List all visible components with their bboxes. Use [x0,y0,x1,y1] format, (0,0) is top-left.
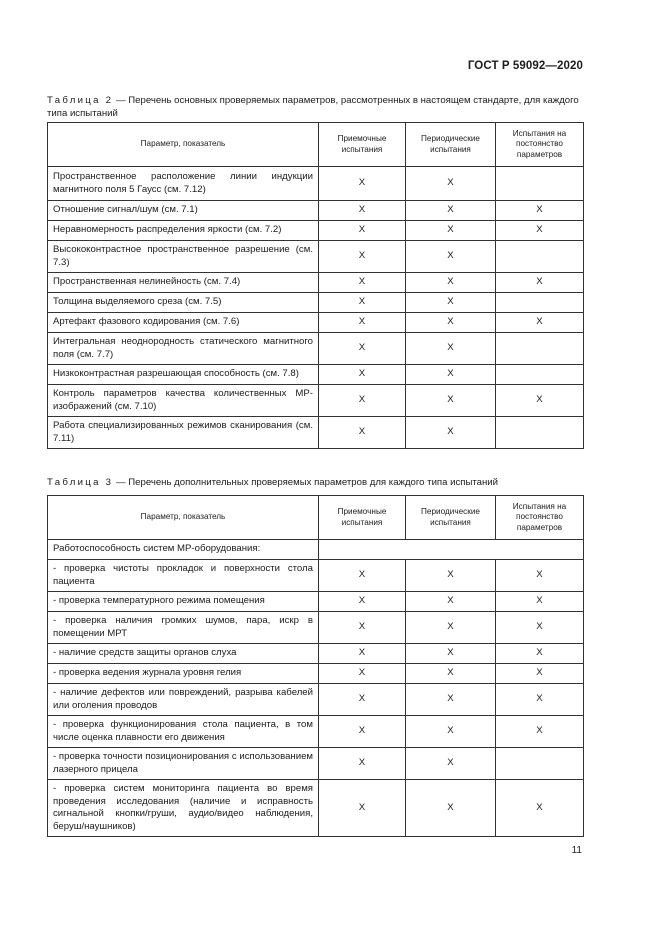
table2-mark-cell: X [496,201,584,221]
table2-param-cell: Толщина выделяемого среза (см. 7.5) [48,293,319,313]
table2-mark-cell: X [319,273,406,293]
table2-mark-cell: X [319,221,406,241]
table3-row [48,644,584,664]
table2-mark-cell: X [406,273,496,293]
table2-col-header: Приемочные испытания [319,123,406,167]
table3-mark-cell: X [319,684,406,716]
table3-mark-cell: X [406,664,496,684]
table3-row [48,560,584,592]
table3-mark-cell: X [406,716,496,748]
table2-param-cell: Контроль параметров качества количественных МР-изображений (см. 7.10) [48,385,319,417]
table2-row [48,333,584,365]
table3-group-empty-cell [319,540,584,560]
table3-param-cell: - проверка чистоты прокладок и поверхности стола пациента [48,560,319,592]
table2-mark-cell: X [496,221,584,241]
table3-row [48,780,584,837]
table2-row [48,313,584,333]
table3-col-header: Периодические испытания [406,496,496,540]
table3-mark-cell: X [319,716,406,748]
table3-mark-cell: X [319,780,406,837]
table3-mark-cell: X [319,748,406,780]
table3-row [48,716,584,748]
table3-mark-cell: X [406,748,496,780]
table3-mark-cell: X [496,780,584,837]
table2-mark-cell: X [406,313,496,333]
table3-param-cell: - наличие средств защиты органов слуха [48,644,319,664]
table3-mark-cell: X [406,560,496,592]
table2-mark-cell: X [406,221,496,241]
table2-mark-cell: X [319,293,406,313]
table3-param-cell: - проверка точности позиционирования с использованием лазерного прицела [48,748,319,780]
table2-mark-cell: X [319,365,406,385]
table2-mark-cell: X [319,167,406,201]
table2-row [48,273,584,293]
table2-col-header: Испытания на постоянство параметров [496,123,584,167]
table2-mark-cell [496,333,584,365]
table2-mark-cell [496,365,584,385]
table2-mark-cell: X [496,273,584,293]
table3-col-header: Испытания на постоянство параметров [496,496,584,540]
table2-row [48,365,584,385]
table2-col-header: Параметр, показатель [48,123,319,167]
table2-mark-cell: X [406,385,496,417]
table2-mark-cell: X [319,241,406,273]
table3-mark-cell: X [406,644,496,664]
table3-param-cell: - проверка наличия громких шумов, пара, искр в помещении МРТ [48,612,319,644]
table2-caption-text: — Перечень основных проверяемых параметров, рассмотренных в настоящем стандарте, для каждого типа испытаний [47,95,579,119]
table2-param-cell: Пространственное расположение линии индукции магнитного поля 5 Гаусс (см. 7.12) [48,167,319,201]
table2-mark-cell [496,293,584,313]
table2-row [48,385,584,417]
table2-row [48,221,584,241]
table2-param-cell: Артефакт фазового кодирования (см. 7.6) [48,313,319,333]
table2-col-header: Периодические испытания [406,123,496,167]
table3-mark-cell: X [496,664,584,684]
table3-mark-cell: X [496,644,584,664]
table2-mark-cell [496,241,584,273]
table2-param-cell: Интегральная неоднородность статического магнитного поля (см. 7.7) [48,333,319,365]
table3-param-cell: - проверка систем мониторинга пациента во время проведения исследования (наличие и исправность сигнальной кнопки/груши, аудио/видео наблюдения, беруш/наушников) [48,780,319,837]
table2-mark-cell: X [319,313,406,333]
table3-param-cell: - проверка температурного режима помещения [48,592,319,612]
table3-param-cell: - проверка функционирования стола пациента, в том числе оценка плавности его движения [48,716,319,748]
table2-param-cell: Низкоконтрастная разрешающая способность (см. 7.8) [48,365,319,385]
table3-caption [47,476,582,489]
table3-header-row [48,496,584,540]
table3-mark-cell: X [406,684,496,716]
table3-col-header: Приемочные испытания [319,496,406,540]
table2-mark-cell: X [406,167,496,201]
table2-mark-cell: X [319,385,406,417]
page-number: 11 [571,845,582,856]
table2-mark-cell: X [406,365,496,385]
table2-mark-cell: X [406,417,496,449]
table2-param-cell: Неравномерность распределения яркости (см. 7.2) [48,221,319,241]
table2-mark-cell: X [496,313,584,333]
table3-mark-cell [496,748,584,780]
table2-caption [47,94,582,120]
table2-row [48,417,584,449]
table3-col-header: Параметр, показатель [48,496,319,540]
table2-mark-cell: X [496,385,584,417]
table3-mark-cell: X [496,612,584,644]
table3-group-title: Работоспособность систем МР-оборудования: [48,540,319,560]
table2-param-cell: Высококонтрастное пространственное разрешение (см. 7.3) [48,241,319,273]
table3-mark-cell: X [319,592,406,612]
table3-row [48,664,584,684]
table3-mark-cell: X [496,560,584,592]
table3-mark-cell: X [319,560,406,592]
table2-row [48,293,584,313]
table2-mark-cell: X [406,293,496,313]
table3-row [48,748,584,780]
table3-mark-cell: X [319,644,406,664]
table3-mark-cell: X [319,612,406,644]
table3-mark-cell: X [496,684,584,716]
table2-row [48,241,584,273]
table3-row [48,684,584,716]
table3-caption-lead: Таблица 3 [47,477,114,488]
table3-param-cell: - наличие дефектов или повреждений, разрыва кабелей или оголения проводов [48,684,319,716]
table2-row [48,201,584,221]
table2 [47,122,584,449]
table2-param-cell: Пространственная нелинейность (см. 7.4) [48,273,319,293]
table2-mark-cell: X [406,333,496,365]
table2-row [48,167,584,201]
table3 [47,495,584,837]
table2-mark-cell [496,167,584,201]
table2-mark-cell: X [406,201,496,221]
table3-mark-cell: X [319,664,406,684]
table2-header-row [48,123,584,167]
table2-caption-lead: Таблица 2 [47,95,114,106]
document-code: ГОСТ Р 59092—2020 [467,60,583,72]
table3-row [48,612,584,644]
table3-row [48,592,584,612]
table3-mark-cell: X [406,592,496,612]
table3-mark-cell: X [496,716,584,748]
table3-param-cell: - проверка ведения журнала уровня гелия [48,664,319,684]
table2-param-cell: Отношение сигнал/шум (см. 7.1) [48,201,319,221]
table3-mark-cell: X [496,592,584,612]
table2-mark-cell: X [406,241,496,273]
table2-mark-cell [496,417,584,449]
table2-mark-cell: X [319,201,406,221]
table2-mark-cell: X [319,417,406,449]
table2-param-cell: Работа специализированных режимов сканирования (см. 7.11) [48,417,319,449]
table3-group-row [48,540,584,560]
table3-mark-cell: X [406,780,496,837]
table2-mark-cell: X [319,333,406,365]
table3-caption-text: — Перечень дополнительных проверяемых параметров для каждого типа испытаний [113,477,499,488]
table3-mark-cell: X [406,612,496,644]
